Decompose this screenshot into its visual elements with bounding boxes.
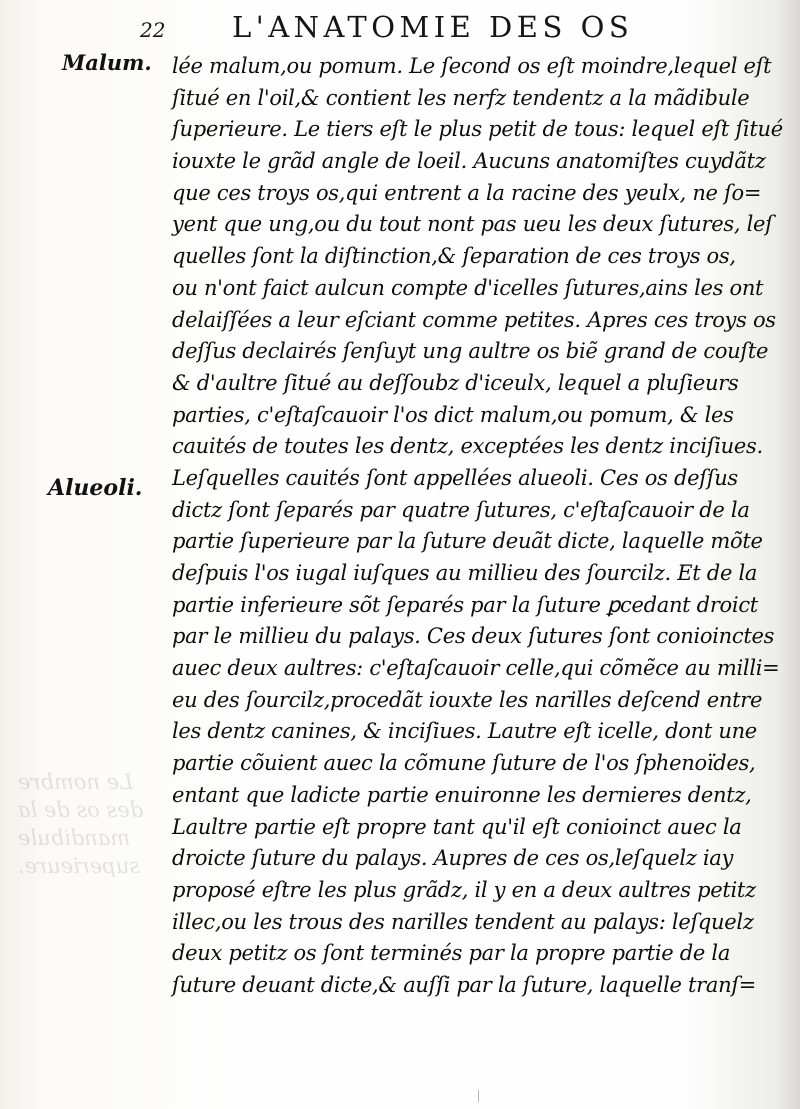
text-line: que ces troys os,qui entrent a la racine des yeulx, ne ſo= [172,180,762,205]
running-head: L'ANATOMIE DES OS [232,10,634,44]
text-line: auec deux aultres: c'eſtaſcauoir celle,qui cõmẽce au milli= [172,656,780,681]
text-line: illec,ou les trous des narilles tendent au palays: leſquelz [172,909,754,934]
show-through-line: mandibule [18,826,131,850]
text-line: yent que ung,ou du tout nont pas ueu les deux ſutures, leſ [172,212,773,237]
text-line: & d'aultre ſitué au deſſoubz d'iceulx, lequel a pluſieurs [172,370,739,395]
text-line: deſpuis l'os iugal iuſques au millieu des ſourcilz. Et de la [172,561,758,585]
body-text [172,51,784,1002]
text-line: parties, c'eſtaſcauoir l'os dict malum,ou pomum, & les [172,402,734,427]
margin-note-malum: Malum. [62,50,152,75]
show-through-line: superieure. [18,854,141,878]
page-number: 22 [140,18,166,42]
text-line: delaiſſées a leur eſciant comme petites. Apres ces troys os [172,307,776,332]
text-line: proposé eſtre les plus grãdz, il y en a deux aultres petitz [172,877,756,902]
pencil-mark [478,1090,479,1102]
text-line: iouxte le grãd angle de loeil. Aucuns anatomiſtes cuydãtz [172,149,766,174]
text-line: Laultre partie eſt propre tant qu'il eſt conioinct auec la [172,814,742,839]
text-line: eu des ſourcilz,procedãt iouxte les narilles deſcend entre [172,687,763,712]
text-line: ou n'ont faict aulcun compte d'icelles ſutures,ains les ont [172,275,764,300]
text-line: partie cõuient auec la cõmune ſuture de l'os ſphenoïdes, [172,751,756,776]
page-header [0,8,800,42]
text-line: droicte ſuture du palays. Aupres de ces os,leſquelz iay [172,846,734,871]
text-line: ſitué en l'oil,& contient les nerfz tendentz a la mãdibule [172,85,750,110]
show-through-line: Le nombre [18,770,134,794]
text-line: deſſus declairés ſenſuyt ung aultre os biẽ grand de couſte [172,339,769,364]
text-line: partie inferieure sõt ſeparés par la ſuture ꝑcedant droict [172,592,758,617]
text-line: les dentz canines, & inciſiues. Lautre eſt icelle, dont une [172,719,757,744]
text-line: Leſquelles cauités ſont appellées alueoli. Ces os deſſus [172,465,738,490]
show-through-line: des os de la [18,798,144,822]
text-line: ſuture deuant dicte,& auſſi par la ſuture, laquelle tranſ= [172,972,757,997]
text-line: entant que ladicte partie enuironne les dernieres dentz, [172,782,752,807]
text-line: deux petitz os ſont terminés par la propre partie de la [172,941,731,966]
show-through-text [18,768,168,880]
text-line: quelles ſont la diſtinction,& ſeparation de ces troys os, [172,244,736,269]
text-line: partie ſuperieure par la ſuture deuãt dicte, laquelle mõte [172,529,763,554]
margin-note-alueoli: Alueoli. [48,475,143,501]
text-line: dictz ſont ſeparés par quatre ſutures, c'eſtaſcauoir de la [172,497,750,522]
text-line: par le millieu du palays. Ces deux ſutures ſont conioinctes [172,624,775,649]
text-line: ſuperieure. Le tiers eſt le plus petit de tous: lequel eſt ſitué [172,117,783,142]
text-line: cauités de toutes les dentz, exceptées les dentz inciſiues. [172,434,763,459]
text-line: lée malum,ou pomum. Le ſecond os eſt moindre,lequel eſt [172,54,772,78]
